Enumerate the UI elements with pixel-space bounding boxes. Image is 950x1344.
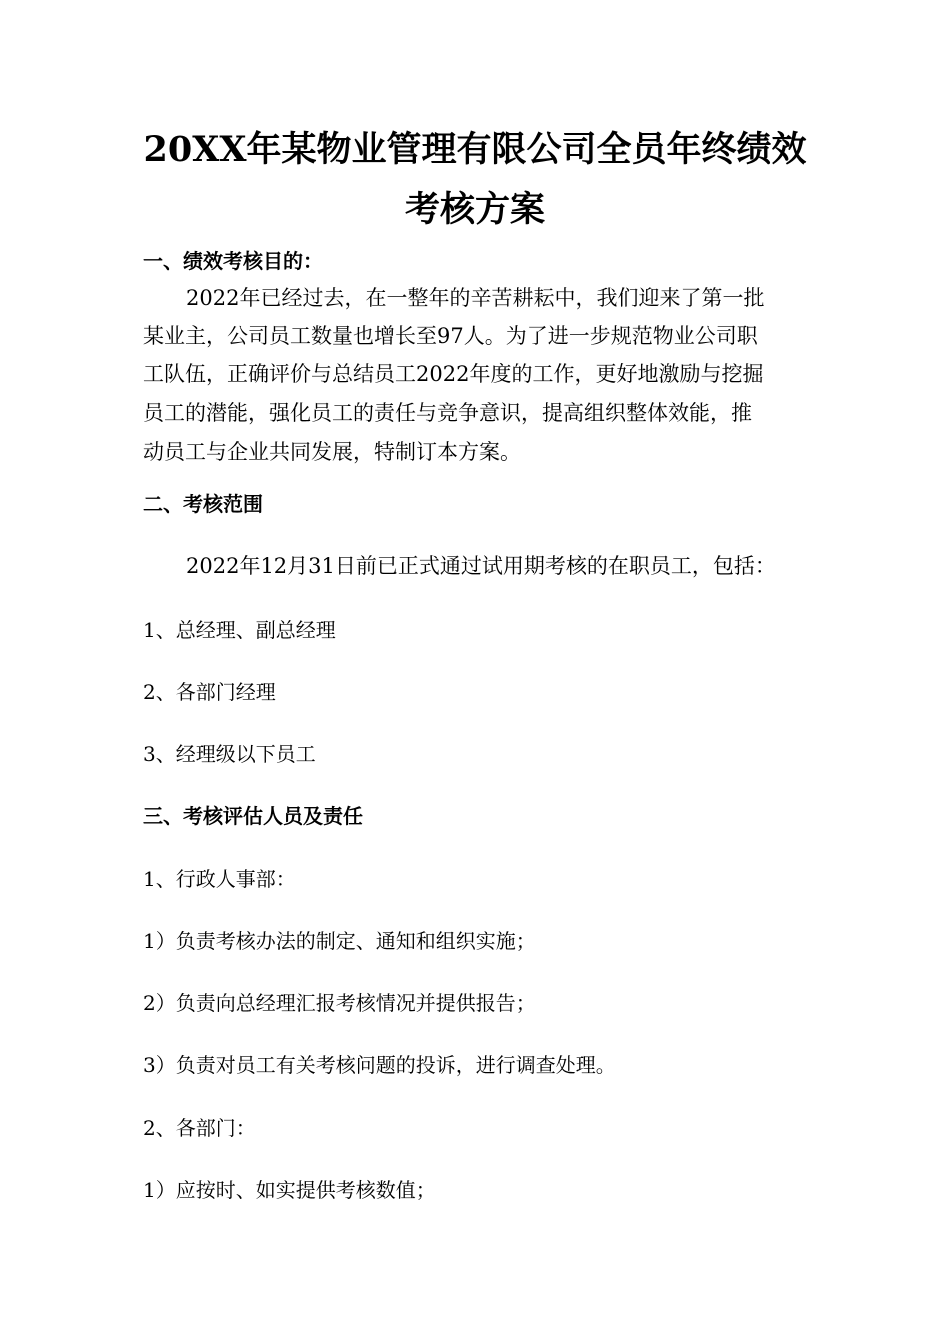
section-2-intro: 2022年12月31日前已正式通过试用期考核的在职员工，包括：	[186, 554, 776, 578]
section-3-heading: 三、考核评估人员及责任	[143, 804, 363, 828]
document-title-line-1: 20XX年某物业管理有限公司全员年终绩效	[143, 129, 807, 170]
section-2-list-item: 3、经理级以下员工	[143, 742, 316, 766]
section-1-paragraph-line: 2022年已经过去，在一整年的辛苦耕耘中，我们迎来了第一批	[186, 286, 765, 310]
section-2-list-item: 2、各部门经理	[143, 680, 276, 704]
section-3-list-item: 1）负责考核办法的制定、通知和组织实施；	[143, 929, 536, 953]
document-title-line-2: 考核方案	[404, 189, 545, 230]
section-2-list-item: 1、总经理、副总经理	[143, 618, 336, 642]
section-3-list-item: 1）应按时、如实提供考核数值；	[143, 1178, 436, 1202]
section-1-paragraph-line: 动员工与企业共同发展，特制订本方案。	[143, 440, 521, 464]
section-1-paragraph-line: 员工的潜能，强化员工的责任与竞争意识，提高组织整体效能，推	[143, 401, 752, 425]
section-1-paragraph-line: 某业主，公司员工数量也增长至97人。为了进一步规范物业公司职	[143, 324, 758, 348]
section-3-list-item: 2）负责向总经理汇报考核情况并提供报告；	[143, 991, 536, 1015]
section-1-heading: 一、绩效考核目的：	[143, 249, 323, 273]
section-3-list-item: 3）负责对员工有关考核问题的投诉，进行调查处理。	[143, 1053, 616, 1077]
section-3-list-item: 2、各部门：	[143, 1116, 256, 1140]
section-3-list-item: 1、行政人事部：	[143, 867, 296, 891]
section-2-heading: 二、考核范围	[143, 492, 263, 516]
section-1-paragraph-line: 工队伍，正确评价与总结员工2022年度的工作，更好地激励与挖掘	[143, 362, 764, 386]
